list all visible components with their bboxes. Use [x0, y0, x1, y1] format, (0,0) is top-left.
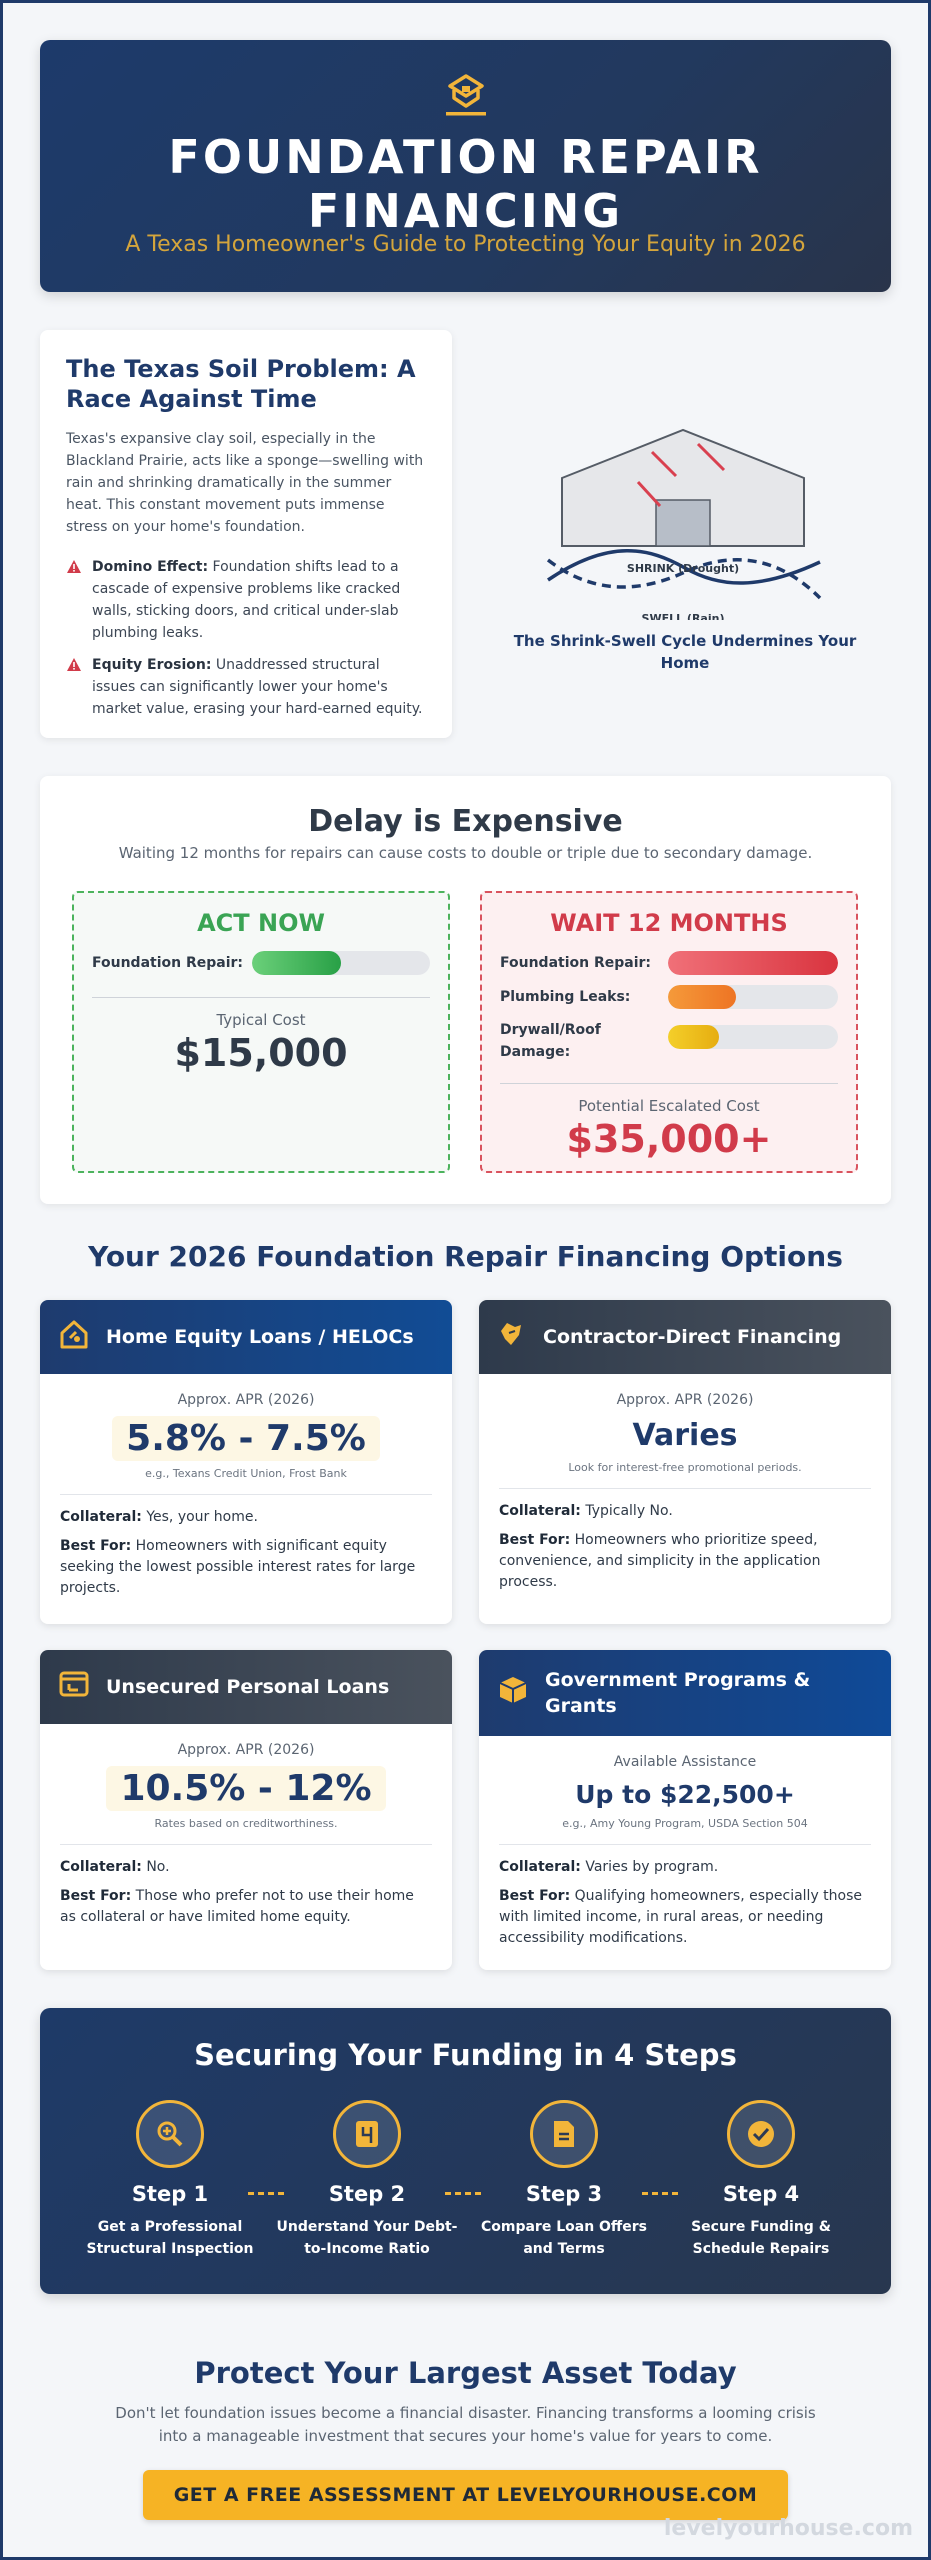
step-item: [666, 2100, 856, 2260]
bullet-label: Equity Erosion:: [92, 657, 212, 673]
option-card-title: Government Programs & Grants: [545, 1669, 811, 1717]
collateral-text: Collateral: No.: [60, 1859, 170, 1875]
bar-label: Foundation Repair:: [500, 955, 652, 971]
check-circle-icon: [727, 2100, 795, 2168]
cost-label: Typical Cost: [216, 1011, 306, 1029]
rate-label: Approx. APR (2026): [616, 1392, 754, 1408]
rate-note: Look for interest-free promotional periods.: [568, 1461, 802, 1474]
house-door: [656, 500, 710, 546]
box-icon: [497, 1674, 529, 1713]
best-for-text: Best For: Homeowners with significant equity seeking the lowest possible interest rates for large projects.: [60, 1538, 416, 1596]
bar-fill: [668, 1025, 719, 1049]
handshake-icon: [497, 1319, 527, 1356]
soil-intro: Texas's expansive clay soil, especially in the Blackland Prairie, acts like a sponge—swelling with rain and shrinking dramatically in the summer heat. This constant movement puts immense stress on your home's foundation.: [66, 431, 424, 535]
options-title: Your 2026 Foundation Repair Financing Options: [88, 1240, 843, 1273]
cta-lead: Don't let foundation issues become a financial disaster. Financing transforms a looming crisis into a manageable investment that secures your home's value for years to come.: [115, 2404, 816, 2445]
document-icon: [530, 2100, 598, 2168]
rate-value: Up to $22,500+: [575, 1780, 795, 1809]
delay-lead: Waiting 12 months for repairs can cause costs to double or triple due to secondary damage.: [118, 844, 813, 862]
best-for-text: Best For: Those who prefer not to use their home as collateral or have limited home equity.: [60, 1888, 414, 1925]
collateral-text: Collateral: Typically No.: [499, 1503, 673, 1519]
step-item: [469, 2100, 659, 2260]
steps-section: [40, 2008, 891, 2294]
soil-bullet: [66, 654, 426, 720]
step-desc: Get a Professional Structural Inspection: [86, 2219, 254, 2257]
option-card-title: Home Equity Loans / HELOCs: [106, 1326, 414, 1348]
shrink-label: SHRINK (Drought): [626, 562, 740, 575]
rate-note: e.g., Texans Credit Union, Frost Bank: [145, 1467, 347, 1480]
soil-heading: The Texas Soil Problem: A Race Against Time: [66, 355, 416, 413]
step-number: Step 3: [525, 2182, 603, 2206]
divider: [500, 1083, 838, 1084]
cost-bar-row: [500, 951, 838, 975]
house-dollar-icon: [58, 1318, 90, 1357]
bullet-text: Foundation shifts lead to a cascade of expensive problems like cracked walls, sticking doors, and critical under-slab plumbing leaks.: [92, 559, 401, 641]
step-desc: Understand Your Debt-to-Income Ratio: [276, 2219, 458, 2257]
bar-label: Plumbing Leaks:: [500, 989, 631, 1005]
option-card-header: [479, 1300, 891, 1374]
bar-fill: [252, 951, 341, 975]
step-number: Step 4: [722, 2182, 800, 2206]
wait-title: WAIT 12 MONTHS: [550, 909, 788, 937]
divider: [60, 1494, 432, 1495]
option-card-header: [40, 1650, 452, 1724]
rate-note: e.g., Amy Young Program, USDA Section 504: [562, 1817, 808, 1830]
act-now-panel: [72, 891, 450, 1173]
act-now-title: ACT NOW: [197, 909, 325, 937]
step-item: [272, 2100, 462, 2260]
divider: [60, 1844, 432, 1845]
magnify-plus-icon: [136, 2100, 204, 2168]
step-item: [75, 2100, 265, 2260]
rate-value: Varies: [632, 1418, 738, 1453]
delay-title: Delay is Expensive: [308, 804, 623, 839]
best-for-text: Best For: Homeowners who prioritize speed, convenience, and simplicity in the application process.: [499, 1532, 821, 1590]
site-watermark: levelyourhouse.com: [663, 2516, 913, 2541]
warning-icon: [66, 657, 82, 720]
best-for-text: Best For: Qualifying homeowners, especially those with limited income, in rural areas, or needing accessibility modifications.: [499, 1888, 863, 1946]
wallet-icon: [58, 1668, 90, 1707]
option-card-header: [40, 1300, 452, 1374]
divider: [499, 1844, 871, 1845]
divider: [92, 997, 430, 998]
cost-bar-row: [92, 951, 430, 975]
page-subtitle: A Texas Homeowner's Guide to Protecting Your Equity in 2026: [125, 232, 806, 257]
bar-fill: [668, 951, 838, 975]
cost-value: $15,000: [174, 1031, 348, 1075]
cost-bar-row: [500, 985, 838, 1009]
step-number: Step 2: [328, 2182, 406, 2206]
bar-label: Drywall/Roof Damage:: [500, 1022, 601, 1060]
option-card-title: Unsecured Personal Loans: [106, 1676, 390, 1698]
bar-track: [668, 951, 838, 975]
step-desc: Compare Loan Offers and Terms: [480, 2219, 648, 2257]
bar-track: [668, 985, 838, 1009]
option-card-heloc: [40, 1300, 452, 1624]
bar-label: Foundation Repair:: [92, 955, 244, 971]
hero-banner: [40, 40, 891, 292]
page-title: FOUNDATION REPAIR FINANCING: [168, 130, 763, 238]
rate-label: Available Assistance: [613, 1754, 757, 1770]
option-card-personal-loan: [40, 1650, 452, 1970]
option-card-title: Contractor-Direct Financing: [543, 1326, 842, 1348]
bullet-label: Domino Effect:: [92, 559, 209, 575]
soil-problem-card: [40, 330, 452, 738]
calculator-icon: [333, 2100, 401, 2168]
wait-panel: [480, 891, 858, 1173]
steps-title: Securing Your Funding in 4 Steps: [194, 2038, 737, 2072]
cost-label: Potential Escalated Cost: [578, 1097, 760, 1115]
warning-icon: [66, 559, 82, 644]
bar-track: [668, 1025, 838, 1049]
diagram-caption: The Shrink-Swell Cycle Undermines Your Home: [513, 632, 857, 672]
collateral-text: Collateral: Varies by program.: [499, 1859, 719, 1875]
free-assessment-button[interactable]: GET A FREE ASSESSMENT AT LEVELYOURHOUSE.COM: [143, 2470, 788, 2520]
soil-bullet: [66, 556, 426, 644]
option-card-government: [479, 1650, 891, 1970]
house-layers-icon: [442, 68, 490, 120]
rate-label: Approx. APR (2026): [177, 1742, 315, 1758]
rate-value: 10.5% - 12%: [106, 1766, 385, 1811]
collateral-text: Collateral: Yes, your home.: [60, 1509, 258, 1525]
option-card-contractor: [479, 1300, 891, 1624]
bar-fill: [668, 985, 736, 1009]
step-desc: Secure Funding & Schedule Repairs: [691, 2219, 831, 2257]
cost-value: $35,000+: [566, 1117, 772, 1161]
rate-label: Approx. APR (2026): [177, 1392, 315, 1408]
delay-cost-section: [40, 776, 891, 1204]
cta-title: Protect Your Largest Asset Today: [194, 2356, 737, 2390]
divider: [499, 1488, 871, 1489]
swell-label: SWELL (Rain): [641, 612, 725, 620]
option-card-header: [479, 1650, 891, 1736]
bullet-text: Unaddressed structural issues can significantly lower your home's market value, erasing your hard-earned equity.: [92, 657, 423, 717]
cost-bar-row: [500, 1019, 838, 1063]
bar-track: [252, 951, 430, 975]
step-number: Step 1: [131, 2182, 209, 2206]
rate-value: 5.8% - 7.5%: [112, 1416, 380, 1461]
rate-note: Rates based on creditworthiness.: [154, 1817, 338, 1830]
